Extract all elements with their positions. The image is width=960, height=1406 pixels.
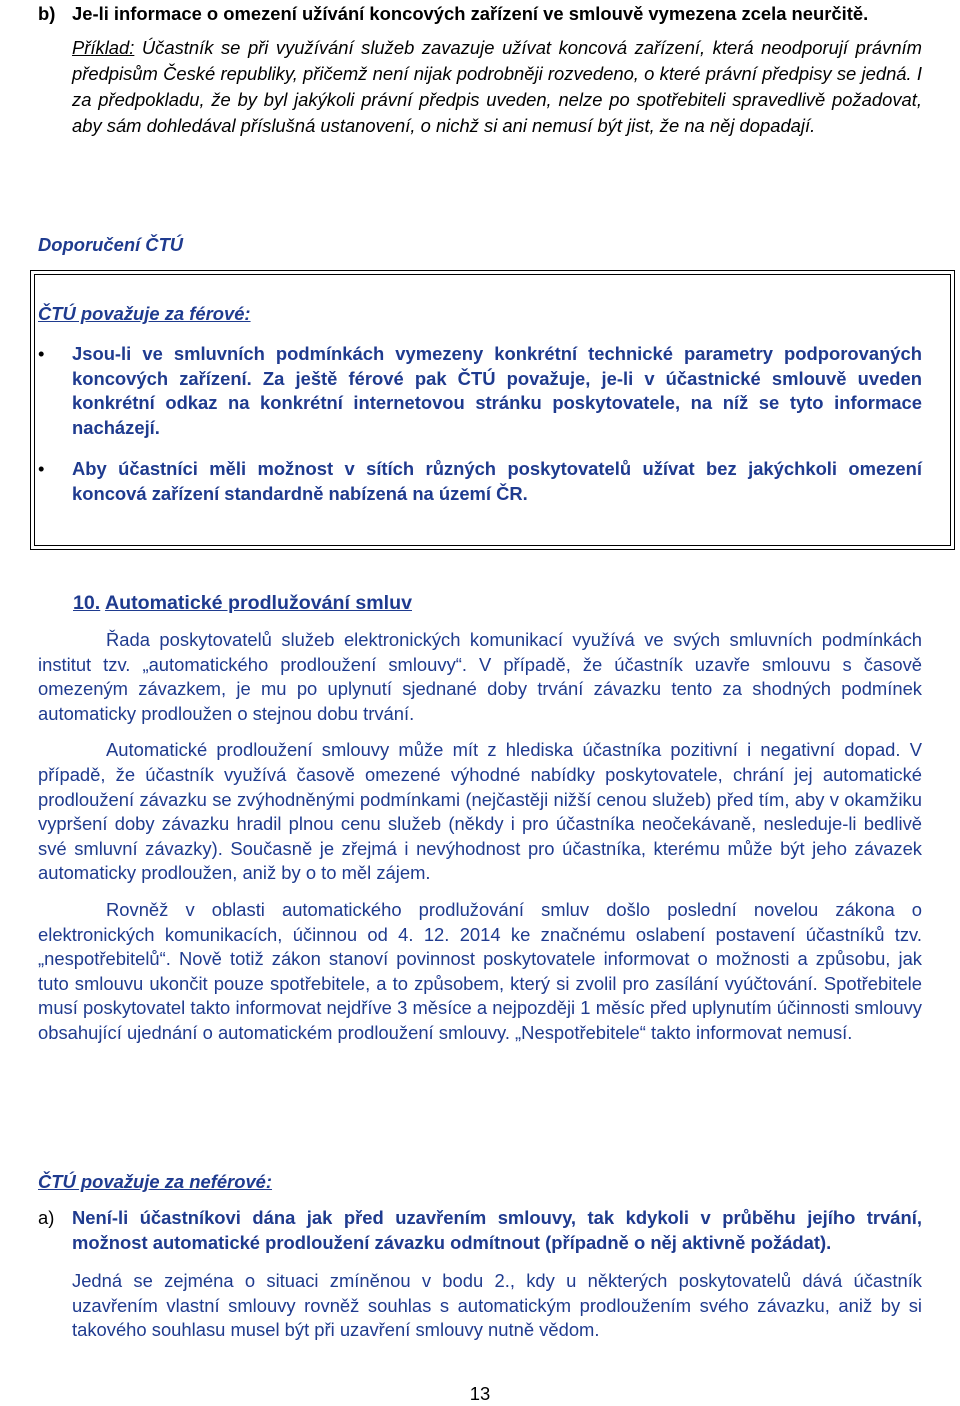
section-10-title: Automatické prodlužování smluv bbox=[104, 592, 412, 614]
example-text: Účastník se při využívání služeb zavazuje užívat koncová zařízení, která neodporují právním předpisům České republiky, přičemž není nijak podrobněji rozvedeno, o které právní předpisy se jedná. bbox=[72, 36, 922, 84]
bullet-2-text: Aby účastníci měli možnost v sítích různých poskytovatelů užívat bez jakýchkoli omezení koncová zařízení standardně nabízená na území ČR. bbox=[72, 458, 922, 504]
section-10-paragraph: Automatické prodloužení smlouvy může mít z hlediska účastníka pozitivní i negativní dopad. V případě, že účastník využívá časově omezené výhodné nabídky poskytovatele, chrání jej automatické prodloužení závazku se zvýhodněnými podmínkami (nejčastěji nižší cenou služeb) před tím, aby v okamžiku vypršení doby závazku hradil plnou cenu služeb (někdy i pro účastníka neočekávaně, nesleduje-li bedlivě své smluvní závazky). Současně je zřejmá i nevýhodnost pro účastníka, kterému může být jeho závazek automaticky prodloužen, aniž by o to měl zájem. bbox=[38, 739, 922, 884]
nonfair-item-a bbox=[38, 1206, 922, 1343]
section-b bbox=[38, 2, 922, 140]
fair-heading: ČTÚ považuje za férové: bbox=[38, 303, 251, 324]
section-b-title: Je-li informace o omezení užívání koncových zařízení ve smlouvě vymezena zcela neurčitě. bbox=[72, 3, 869, 24]
bullet-1-rest: Za ještě férové pak ČTÚ považuje, je-li v účastnické smlouvě uveden konkrétní odkaz na konkrétní internetovou stránku poskytovatele, na níž se tyto informace nacházejí. bbox=[72, 367, 922, 438]
example-text-2: I za předpokladu, že by byl jakýkoli právní předpis uveden, nelze po spotřebiteli spravedlivě požadovat, aby sám dohledával příslušná ustanovení, o nichž si ani nemusí být jist, že na něj dopadají. bbox=[72, 62, 922, 137]
nonfair-heading: ČTÚ považuje za neférové: bbox=[38, 1171, 273, 1192]
bullet-icon: • bbox=[38, 458, 45, 479]
section-b-example bbox=[72, 35, 922, 140]
bullet-1-strong: Jsou-li ve smluvních podmínkách vymezeny konkrétní technické parametry podporovaných koncových zařízení. bbox=[72, 343, 922, 389]
section-10-body bbox=[38, 628, 922, 1046]
section-10-paragraph: Rovněž v oblasti automatického prodlužování smluv došlo poslední novelou zákona o elektronických komunikacích, účinnou od 4. 12. 2014 ke značnému oslabení postavení účastníků tzv. „nespotřebitelů“. Nově totiž zákon stanoví povinnost poskytovatele informovat o možnosti a způsobu, jak tuto smlouvu ukončit pouze spotřebitele, a to způsobem, který si zvolil pro zasílání vyúčtování. Spotřebitele musí poskytovatel takto informovat nejdříve 3 měsíce a nejpozději 1 měsíc před uplynutím účinnosti smlouvy obsahující ujednání o automatickém prodloužení smlouvy. „Nespotřebitele“ takto informovat nemusí. bbox=[38, 898, 922, 1043]
section-10-paragraph: Řada poskytovatelů služeb elektronických komunikací využívá ve svých smluvních podmínkách institut tzv. „automatického prodloužení smlouvy“. V případě, že účastník uzavře smlouvu s časově omezeným závazkem, je mu po uplynutí sjednané doby trvání závazku tento za shodných podmínek automaticky prodloužen o stejnou dobu trvání. bbox=[38, 629, 922, 724]
section-10-number: 10. bbox=[73, 592, 101, 614]
bullet-icon: • bbox=[38, 343, 45, 364]
recommendation-heading: Doporučení ČTÚ bbox=[38, 234, 184, 255]
item-a-label: a) bbox=[38, 1207, 55, 1228]
bullet-list-2 bbox=[38, 457, 922, 506]
list-item bbox=[38, 457, 922, 506]
item-a-title: Není-li účastníkovi dána jak před uzavřením smlouvy, tak kdykoli v průběhu jejího trvání, možnost automatické prodloužení závazku odmítnout (případně o něj aktivně požádat). bbox=[72, 1207, 922, 1253]
item-a-desc: Jedná se zejména o situaci zmíněnou v bodu 2., kdy u některých poskytovatelů dává účastník uzavřením vlastní smlouvy rovněž souhlas s automatickým prodloužením svého závazku, aniž by si takového souhlasu musel být při uzavření smlouvy nutně vědom. bbox=[72, 1270, 922, 1341]
bullet-list bbox=[38, 342, 922, 440]
bullet-1-text bbox=[72, 342, 922, 440]
page-number: 13 bbox=[469, 1383, 491, 1404]
section-b-label: b) bbox=[38, 3, 56, 24]
list-item bbox=[38, 342, 922, 440]
section-10-heading bbox=[73, 590, 412, 616]
example-label: Příklad: bbox=[72, 36, 135, 58]
